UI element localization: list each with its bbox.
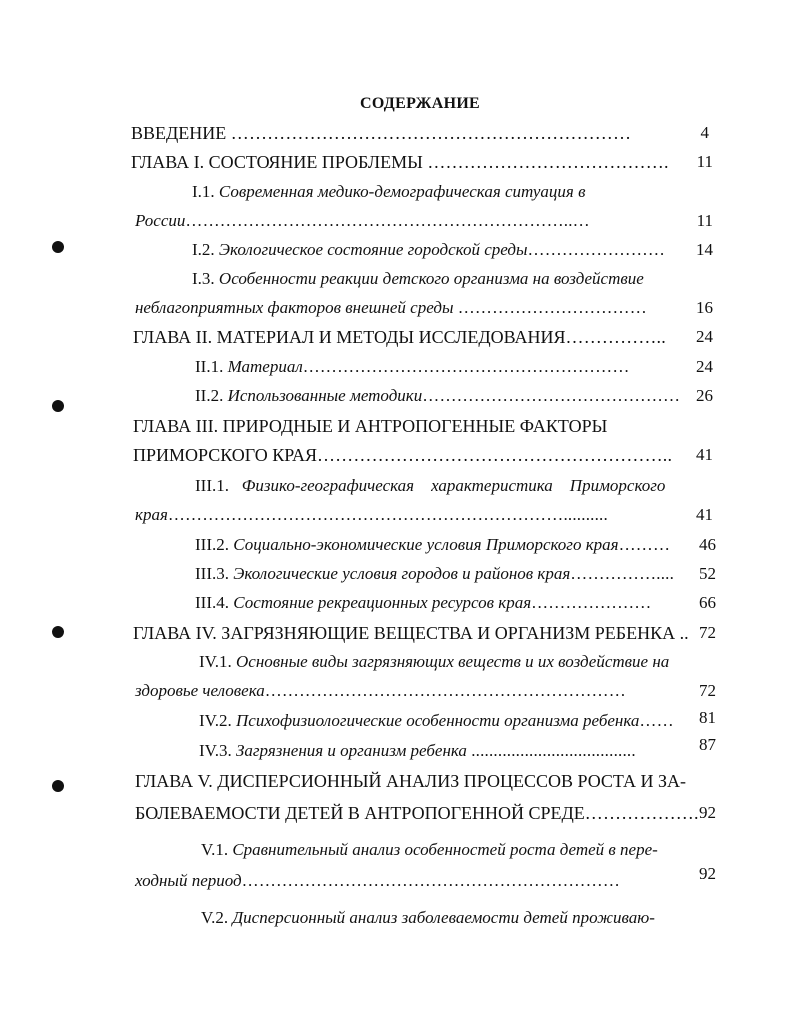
toc-entry-section-2-1	[195, 357, 677, 377]
toc-section-number: IV.2.	[199, 711, 232, 730]
toc-entry-text: ходный период	[135, 871, 242, 890]
binder-hole-mark	[52, 400, 64, 412]
toc-entry-text: Состояние рекреационных ресурсов края	[233, 593, 532, 612]
toc-page-number: 24	[696, 357, 713, 376]
toc-entry-text: Социально-экономические условия Приморского края	[233, 535, 619, 554]
toc-leader-dots: ……	[639, 711, 674, 730]
toc-leader-dots: …………………	[531, 593, 652, 612]
toc-section-number: V.2.	[201, 908, 229, 927]
toc-leader-dots: …………………………………………………………	[241, 871, 621, 890]
toc-entry-chapter-5-cont	[135, 803, 699, 823]
binder-hole-mark	[52, 241, 64, 253]
toc-entry-chapter-5	[135, 771, 685, 791]
toc-entry-section-1-3	[192, 269, 672, 289]
toc-entry-section-1-1	[192, 182, 672, 202]
toc-section-number: II.2.	[195, 386, 224, 405]
toc-page-number: 52	[699, 564, 716, 583]
toc-entry-text: ГЛАВА III. ПРИРОДНЫЕ И АНТРОПОГЕННЫЕ ФАКТОРЫ	[133, 416, 608, 436]
toc-entry-text: Использованные методики	[227, 386, 423, 405]
toc-page-number: 81	[699, 708, 716, 727]
toc-entry-chapter-3-cont	[133, 445, 677, 465]
toc-entry-text: Современная медико-демографическая ситуация в	[218, 182, 586, 201]
toc-entry-text: Загрязнения и организм ребенка	[236, 741, 467, 760]
toc-entry-text: ПРИМОРСКОГО КРАЯ	[133, 445, 317, 465]
toc-entry-section-3-4	[195, 593, 665, 613]
toc-entry-section-5-1	[201, 840, 681, 860]
toc-entry-section-3-2	[195, 535, 679, 555]
toc-page-number: 16	[696, 298, 713, 317]
toc-entry-text: Психофизиологические особенности организма ребенка	[236, 711, 640, 730]
toc-entry-section-1-2	[192, 240, 677, 260]
toc-entry-section-3-1-cont	[135, 505, 677, 525]
toc-page-number: 92	[699, 864, 716, 883]
toc-section-number: III.3.	[195, 564, 229, 583]
toc-page-number: 41	[696, 445, 713, 464]
toc-leader-dots: …………………………………………………..	[316, 445, 673, 465]
toc-entry-section-4-1-cont	[135, 681, 677, 701]
toc-entry-text: России	[135, 211, 186, 230]
toc-entry-text: ГЛАВА I. СОСТОЯНИЕ ПРОБЛЕМЫ	[131, 152, 423, 172]
toc-entry-text: Физико-географическая характеристика Приморского	[241, 476, 666, 495]
binder-hole-mark	[52, 626, 64, 638]
toc-title: СОДЕРЖАНИЕ	[360, 95, 481, 112]
toc-entry-section-1-3-cont	[135, 298, 675, 318]
toc-section-number: V.1.	[201, 840, 229, 859]
toc-page-number: 46	[699, 535, 716, 554]
toc-page-number: 4	[700, 123, 709, 142]
toc-leader-dots: ………	[618, 535, 671, 554]
toc-page-number: 11	[696, 211, 713, 230]
toc-leader-dots: .....................................	[471, 741, 636, 760]
toc-entry-text: ГЛАВА II. МАТЕРИАЛ И МЕТОДЫ ИССЛЕДОВАНИЯ	[133, 327, 566, 347]
toc-entry-introduction	[131, 123, 671, 143]
toc-page-number: 41	[696, 505, 713, 524]
toc-section-number: III.2.	[195, 535, 229, 554]
toc-page-number: 72	[699, 681, 716, 700]
toc-entry-chapter-1	[131, 152, 673, 172]
toc-entry-text: Дисперсионный анализ заболеваемости детей проживаю-	[232, 908, 655, 927]
toc-entry-text: Сравнительный анализ особенностей роста детей в пере-	[232, 840, 658, 859]
toc-leader-dots: ……………………………	[457, 298, 647, 317]
toc-page-number: 92	[699, 803, 716, 822]
toc-leader-dots: ………………………………………	[422, 386, 681, 405]
toc-entry-chapter-2	[133, 327, 677, 347]
toc-entry-text: БОЛЕВАЕМОСТИ ДЕТЕЙ В АНТРОПОГЕННОЙ СРЕДЕ	[135, 803, 585, 823]
toc-entry-section-2-2	[195, 386, 681, 406]
toc-leader-dots: …………………………………………………………..…	[185, 211, 590, 230]
toc-page-number: 72	[699, 623, 716, 642]
toc-entry-section-4-2	[199, 711, 683, 731]
toc-entry-text: ГЛАВА V. ДИСПЕРСИОННЫЙ АНАЛИЗ ПРОЦЕССОВ РОСТА И ЗА-	[135, 771, 687, 791]
toc-leader-dots: …………………………………………………………	[230, 123, 632, 143]
toc-entry-section-5-1-cont	[135, 871, 679, 891]
toc-page-number: 87	[699, 735, 716, 754]
toc-entry-text: края	[135, 505, 168, 524]
toc-leader-dots: ……………………	[527, 240, 666, 259]
toc-section-number: IV.1.	[199, 652, 232, 671]
toc-section-number: I.3.	[192, 269, 215, 288]
toc-entry-section-1-1-cont	[135, 211, 675, 231]
toc-leader-dots: ……………………………………………………………..........	[167, 505, 608, 524]
toc-leader-dots: ………………………………………………………	[264, 681, 626, 700]
toc-section-number: III.1.	[195, 476, 229, 495]
toc-entry-text: Экологическое состояние городской среды	[218, 240, 528, 259]
toc-leader-dots: …………………………………………………	[302, 357, 630, 376]
binder-hole-mark	[52, 780, 64, 792]
toc-page-number: 26	[696, 386, 713, 405]
toc-entry-section-5-2	[201, 908, 681, 928]
toc-entry-text: Материал	[227, 357, 303, 376]
toc-page-number: 66	[699, 593, 716, 612]
toc-entry-text: Особенности реакции детского организма на воздействие	[218, 269, 644, 288]
toc-leader-dots: ……………..	[565, 327, 666, 347]
toc-entry-section-4-3	[199, 741, 683, 761]
toc-section-number: III.4.	[195, 593, 229, 612]
toc-entry-text: ГЛАВА IV. ЗАГРЯЗНЯЮЩИЕ ВЕЩЕСТВА И ОРГАНИЗМ РЕБЕНКА ..	[133, 623, 689, 643]
toc-entry-section-3-3	[195, 564, 679, 584]
toc-section-number: II.1.	[195, 357, 224, 376]
toc-section-number: I.1.	[192, 182, 215, 201]
toc-page-number: 11	[696, 152, 713, 171]
toc-leader-dots: ………………………………….	[427, 152, 669, 172]
toc-entry-text: ВВЕДЕНИЕ	[131, 123, 227, 143]
toc-entry-section-4-1	[199, 652, 683, 672]
toc-section-number: IV.3.	[199, 741, 232, 760]
toc-section-number: I.2.	[192, 240, 215, 259]
toc-leader-dots: ……………....	[570, 564, 675, 583]
toc-entry-text: неблагоприятных факторов внешней среды	[135, 298, 454, 317]
toc-entry-text: Основные виды загрязняющих веществ и их воздействие на	[236, 652, 670, 671]
toc-page-number: 14	[696, 240, 713, 259]
toc-leader-dots: ……………….	[584, 803, 699, 823]
toc-entry-section-3-1	[195, 476, 685, 496]
toc-entry-text: Экологические условия городов и районов края	[233, 564, 571, 583]
toc-entry-text: здоровье человека	[135, 681, 265, 700]
toc-entry-chapter-4	[133, 623, 689, 643]
toc-entry-chapter-3	[133, 416, 677, 436]
toc-page-number: 24	[696, 327, 713, 346]
